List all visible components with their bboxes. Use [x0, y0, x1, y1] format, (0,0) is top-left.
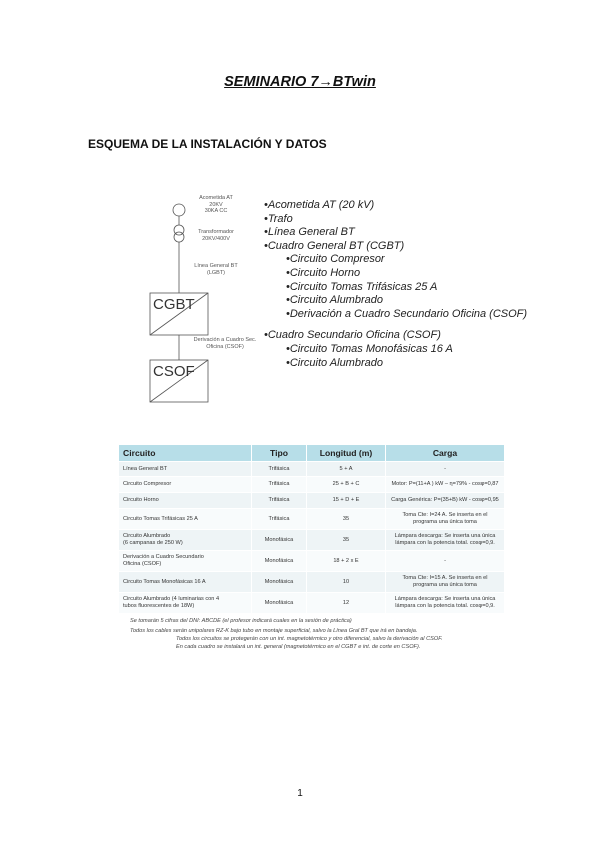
acometida-label: Acometida AT 20KV 30KA CC: [199, 195, 233, 214]
transformer-coil-bottom: [174, 232, 184, 242]
cell-carga: Carga Genérica: P=(35+B) kW - cosφ=0,95: [386, 493, 505, 509]
cell-circuito: Línea General BT: [119, 462, 252, 477]
cell-tipo: Trifásica: [252, 462, 307, 477]
bullet-item: •Derivación a Cuadro Secundario Oficina (CSOF): [286, 307, 528, 320]
table-row: [119, 477, 505, 493]
header-longitud: Longitud (m): [307, 445, 386, 462]
cell-circuito: Circuito Tomas Trifásicas 25 A: [119, 509, 252, 530]
cell-circuito: Circuito Alumbrado (4 luminarias con 4 tubos fluorescentes de 18W): [119, 593, 252, 614]
cell-longitud: 15 + D + E: [307, 493, 386, 509]
cell-tipo: Trifásica: [252, 509, 307, 530]
cell-tipo: Monofásica: [252, 551, 307, 572]
page-number: 1: [297, 788, 303, 799]
section-heading: ESQUEMA DE LA INSTALACIÓN Y DATOS: [88, 137, 327, 151]
bullet-item: •Circuito Tomas Monofásicas 16 A: [286, 342, 453, 355]
cell-circuito: Circuito Compresor: [119, 477, 252, 493]
cell-carga: -: [386, 462, 505, 477]
table-row: [119, 493, 505, 509]
bullet-item: •Circuito Horno: [286, 266, 361, 279]
cell-carga: Motor: P=(11+A ) kW – η=79% - cosφ=0,87: [386, 477, 505, 493]
cell-longitud: 10: [307, 572, 386, 593]
table-row: [119, 572, 505, 593]
page-title: SEMINARIO 7→BTwin: [224, 74, 376, 90]
cell-circuito: Circuito Tomas Monofásicas 16 A: [119, 572, 252, 593]
bullet-item: •Circuito Compresor: [286, 253, 385, 266]
cell-longitud: 25 + B + C: [307, 477, 386, 493]
header-tipo: Tipo: [252, 445, 307, 462]
note-cables: Todos los cables serán unipolares RZ-K bajo tubo en montaje superficial, salvo la Línea Gral BT que irá en bandeja.: [130, 627, 418, 634]
cell-longitud: 18 + 2 x E: [307, 551, 386, 572]
bullet-item: •Circuito Tomas Trifásicas 25 A: [286, 280, 438, 293]
circuits-table: [118, 444, 505, 614]
bullet-item: •Cuadro General BT (CGBT): [264, 239, 405, 252]
cell-circuito: Circuito Alumbrado (6 campanas de 250 W): [119, 530, 252, 551]
bullet-item: •Línea General BT: [264, 226, 355, 239]
cell-tipo: Monofásica: [252, 572, 307, 593]
bullet-item: •Acometida AT (20 kV): [264, 199, 375, 211]
cell-longitud: 35: [307, 530, 386, 551]
cell-longitud: 5 + A: [307, 462, 386, 477]
cell-tipo: Trifásica: [252, 477, 307, 493]
cgbt-label: CGBT: [153, 296, 195, 313]
cell-tipo: Trifásica: [252, 493, 307, 509]
cell-carga: Lámpara descarga: Se inserta una única lámpara con la potencia total. cosφ=0,9.: [386, 530, 505, 551]
cell-carga: Toma Cte: I=24 A. Se inserta en el programa una única toma: [386, 509, 505, 530]
note-main-switch: En cada cuadro se instalará un int. general (magnetotérmico en el CGBT e int. de corte en CSOF).: [176, 643, 421, 650]
cell-carga: -: [386, 551, 505, 572]
cell-tipo: Monofásica: [252, 530, 307, 551]
transformador-label: Transformador 20KV/400V: [198, 229, 234, 242]
note-dni: Se tomarán 5 cifras del DNI: ABCDE (el profesor indicará cuales en la sesión de práctica): [130, 618, 352, 624]
table-row: [119, 530, 505, 551]
cell-carga: Toma Cte: I=15 A. Se inserta en el programa una única toma: [386, 572, 505, 593]
note-protection: Todos los circuitos se protegerán con un int. magnetotérmico y otro diferencial, salvo la derivación al CSOF.: [176, 636, 443, 643]
acometida-symbol: [173, 204, 185, 216]
cell-tipo: Monofásica: [252, 593, 307, 614]
cell-circuito: Derivación a Cuadro Secundario Oficina (CSOF): [119, 551, 252, 572]
table-header-row: [119, 445, 505, 462]
bullet-item: •Cuadro Secundario Oficina (CSOF): [264, 329, 441, 342]
table-row: [119, 551, 505, 572]
cell-circuito: Circuito Horno: [119, 493, 252, 509]
header-circuito: Circuito: [119, 445, 252, 462]
derivacion-label: Derivación a Cuadro Sec. Oficina (CSOF): [193, 337, 257, 350]
csof-label: CSOF: [153, 363, 195, 380]
table-row: [119, 509, 505, 530]
bullet-item: •Circuito Alumbrado: [286, 294, 383, 307]
linea-label: Línea General BT (LGBT): [194, 263, 238, 276]
single-line-diagram: [120, 185, 280, 410]
table-row: [119, 462, 505, 477]
bullet-item: •Circuito Alumbrado: [286, 356, 383, 369]
cell-longitud: 35: [307, 509, 386, 530]
header-carga: Carga: [386, 445, 505, 462]
cell-carga: Lámpara descarga: Se inserta una única lámpara con la potencia total. cosφ=0,9.: [386, 593, 505, 614]
bullet-item: •Trafo: [264, 212, 293, 225]
table-row: [119, 593, 505, 614]
cell-longitud: 12: [307, 593, 386, 614]
installation-bullets: [264, 199, 527, 370]
installation-diagram: [120, 185, 535, 410]
table-notes: [130, 617, 442, 651]
